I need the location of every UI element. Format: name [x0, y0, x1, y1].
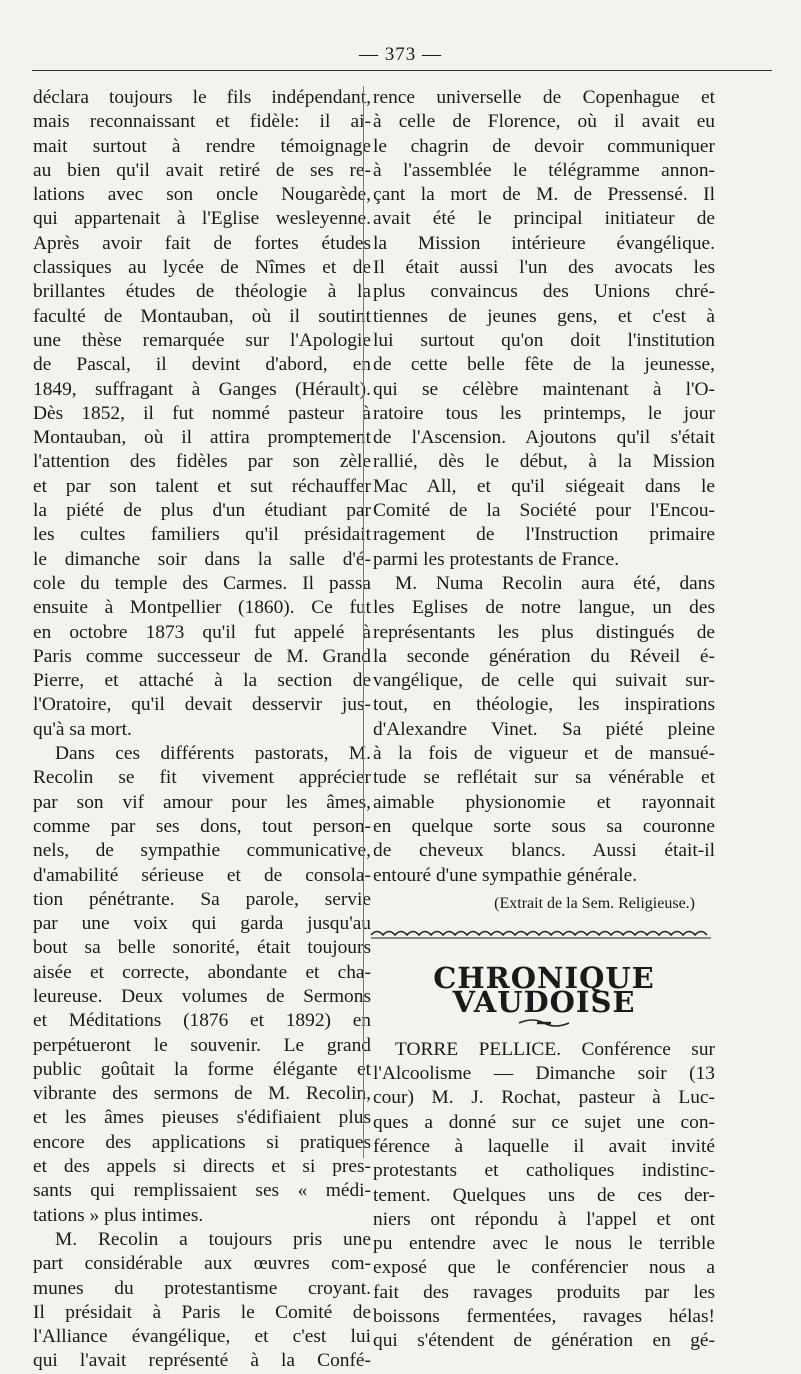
text-line: de Pascal, il devint d'abord, en	[33, 354, 371, 376]
text-line: tement. Quelques uns de ces der-	[373, 1184, 715, 1206]
text-line: munes du protestantisme croyant.	[33, 1277, 371, 1299]
text-line: classiques au lycée de Nîmes et de	[33, 257, 371, 279]
text-line: Comité de la Société pour l'Encou-	[373, 500, 715, 522]
text-line: tion pénétrante. Sa parole, servie	[33, 888, 371, 910]
text-line: bout sa belle sonorité, était toujours	[33, 937, 371, 959]
text-line: protestants et catholiques indistinc-	[373, 1160, 715, 1182]
text-line: Dans ces différents pastorats, M.	[55, 743, 371, 765]
text-line: le chagrin de devoir communiquer	[373, 135, 715, 157]
text-line: l'Alcoolisme — Dimanche soir (13	[373, 1063, 715, 1085]
header-rule	[32, 70, 772, 71]
text-line: qui se célèbre maintenant à l'O-	[373, 378, 715, 400]
text-line: entouré d'une sympathie générale.	[373, 864, 638, 886]
text-line: ragement de l'Instruction primaire	[373, 524, 715, 546]
text-line: et des appels si directs et si pres-	[33, 1156, 371, 1178]
text-line: rallié, dès le début, à la Mission	[373, 451, 715, 473]
text-line: niers ont répondu à l'appel et ont	[373, 1208, 715, 1230]
text-line: ensuite à Montpellier (1860). Ce fut	[33, 597, 371, 619]
text-line: le dimanche soir dans la salle d'é-	[33, 548, 371, 570]
text-line: M. Recolin a toujours pris une	[55, 1228, 371, 1250]
text-line: plus convaincus des Unions chré-	[373, 281, 715, 303]
text-line: à celle de Florence, où il avait eu	[373, 111, 715, 133]
text-line: faculté de Montauban, où il soutint	[33, 305, 371, 327]
text-line: déclara toujours le fils indépendant,	[33, 87, 371, 108]
text-line: fait des ravages produits par les	[373, 1281, 715, 1303]
text-line: aimable physionomie et rayonnait	[373, 791, 715, 813]
text-line: encore des applications si pratiques	[33, 1131, 371, 1153]
text-line: Mac All, et qu'il siégeait dans le	[373, 475, 715, 497]
text-line: public goûtait la forme élégante et	[33, 1058, 371, 1080]
text-line: vangélique, de celle qui suivait sur-	[373, 670, 715, 692]
text-line: çant la mort de M. de Pressensé. Il	[373, 184, 715, 206]
text-line: à l'assemblée le télégramme annon-	[373, 159, 715, 181]
text-line: d'amabilité sérieuse et de consola-	[33, 864, 371, 886]
text-line: Dès 1852, il fut nommé pasteur à	[33, 402, 371, 424]
text-line: Recolin se fit vivement apprécier	[33, 767, 371, 789]
text-line: cole du temple des Carmes. Il passa	[33, 572, 371, 594]
text-line: boissons fermentées, ravages hélas!	[373, 1306, 715, 1328]
text-line: ques a donné sur ce sujet une con-	[373, 1111, 715, 1133]
text-line: les Eglises de notre langue, un des	[373, 597, 715, 619]
text-line: par son vif amour pour les âmes,	[33, 791, 371, 813]
text-line: d'Alexandre Vinet. Sa piété pleine	[373, 718, 715, 740]
text-line: Paris comme successeur de M. Grand	[33, 645, 371, 667]
text-line: qui s'étendent de génération en gé-	[373, 1330, 715, 1352]
text-line: à la fois de vigueur et de mansué-	[373, 743, 715, 765]
text-line: avait été le principal initiateur de	[373, 208, 715, 230]
page-number: — 373 —	[359, 44, 442, 65]
text-line: représentants les plus distingués de	[373, 621, 715, 643]
text-line: une thèse remarquée sur l'Apologie	[33, 329, 371, 351]
text-line: lui surtout qu'on doit l'institution	[373, 329, 715, 351]
text-line: la Mission intérieure évangélique.	[373, 232, 715, 254]
text-line: Montauban, où il attira promptement	[33, 427, 371, 449]
text-line: qui l'avait représenté à la Confé-	[33, 1350, 371, 1372]
text-line: perpétueront le souvenir. Le grand	[33, 1034, 371, 1056]
text-line: tude se reflétait sur sa vénérable et	[373, 767, 715, 789]
text-line: 1849, suffragant à Ganges (Hérault).	[33, 378, 371, 400]
text-line: la piété de plus d'un étudiant par	[33, 500, 371, 522]
text-line: de cette belle fête de la jeunesse,	[373, 354, 715, 376]
text-line: la seconde génération du Réveil é-	[373, 645, 715, 667]
left-column	[33, 86, 371, 1374]
text-line: de l'Ascension. Ajoutons qu'il s'était	[373, 427, 715, 449]
text-line: par une voix qui garda jusqu'au	[33, 913, 371, 935]
text-line: pu entendre avec le nous le terrible	[373, 1233, 715, 1255]
source-note: (Extrait de la Sem. Religieuse.)	[494, 894, 695, 912]
text-line: qui appartenait à l'Eglise wesleyenne.	[33, 208, 371, 230]
text-line: et Méditations (1876 et 1892) en	[33, 1010, 371, 1032]
text-line: et par son talent et sut réchauffer	[33, 475, 371, 497]
right-column	[373, 86, 715, 1354]
text-line: cour) M. J. Rochat, pasteur à Luc-	[373, 1087, 715, 1109]
text-line: brillantes études de théologie à la	[33, 281, 371, 303]
text-line: férence à laquelle il avait invité	[373, 1135, 715, 1157]
text-line: TORRE PELLICE. Conférence sur	[395, 1038, 715, 1060]
text-line: nels, de sympathie communicative,	[33, 840, 371, 862]
text-line: vibrante des sermons de M. Recolin,	[33, 1083, 371, 1105]
section-heading: CHRONIQUE VAUDOISE	[433, 960, 655, 1020]
text-line: au bien qu'il avait retiré de ses re-	[33, 159, 371, 181]
text-line: rence universelle de Copenhague et	[373, 87, 715, 108]
text-line: tiennes de jeunes gens, et c'est à	[373, 305, 715, 327]
text-line: l'attention des fidèles par son zèle	[33, 451, 371, 473]
text-line: les cultes familiers qu'il présidait	[33, 524, 371, 546]
text-line: en quelque sorte sous sa couronne	[373, 815, 715, 837]
text-line: Pierre, et attaché à la section de	[33, 670, 371, 692]
text-line: mais reconnaissant et fidèle: il ai-	[33, 111, 371, 133]
text-line: Après avoir fait de fortes études	[33, 232, 371, 254]
text-line: Il était aussi l'un des avocats les	[373, 257, 715, 279]
text-line: sants qui remplissaient ses « médi-	[33, 1180, 371, 1202]
text-line: exposé que le conférencier nous a	[373, 1257, 715, 1279]
text-line: mait surtout à rendre témoignage	[33, 135, 371, 157]
text-line: part considérable aux œuvres com-	[33, 1253, 371, 1275]
text-line: ratoire tous les printemps, le jour	[373, 402, 715, 424]
text-line: tations » plus intimes.	[33, 1204, 204, 1226]
text-line: l'Alliance évangélique, et c'est lui	[33, 1326, 371, 1348]
zigzag-divider	[369, 926, 715, 940]
text-line: l'Oratoire, qu'il devait desservir jus-	[33, 694, 371, 716]
text-line: de cheveux blancs. Aussi était-il	[373, 840, 715, 862]
text-line: Il présidait à Paris le Comité de	[33, 1301, 371, 1323]
text-line: leureuse. Deux volumes de Sermons	[33, 985, 371, 1007]
text-line: qu'à sa mort.	[33, 718, 132, 740]
text-line: et les âmes pieuses s'édifiaient plus	[33, 1107, 371, 1129]
text-line: parmi les protestants de France.	[373, 548, 620, 570]
text-line: tout, en théologie, les inspirations	[373, 694, 715, 716]
text-line: comme par ses dons, tout person-	[33, 815, 371, 837]
text-line: aisée et correcte, abondante et cha-	[33, 961, 371, 983]
text-line: M. Numa Recolin aura été, dans	[395, 572, 715, 594]
text-line: en octobre 1873 qu'il fut appelé à	[33, 621, 371, 643]
column-divider	[363, 86, 364, 1158]
text-line: lations avec son oncle Nougarède,	[33, 184, 371, 206]
